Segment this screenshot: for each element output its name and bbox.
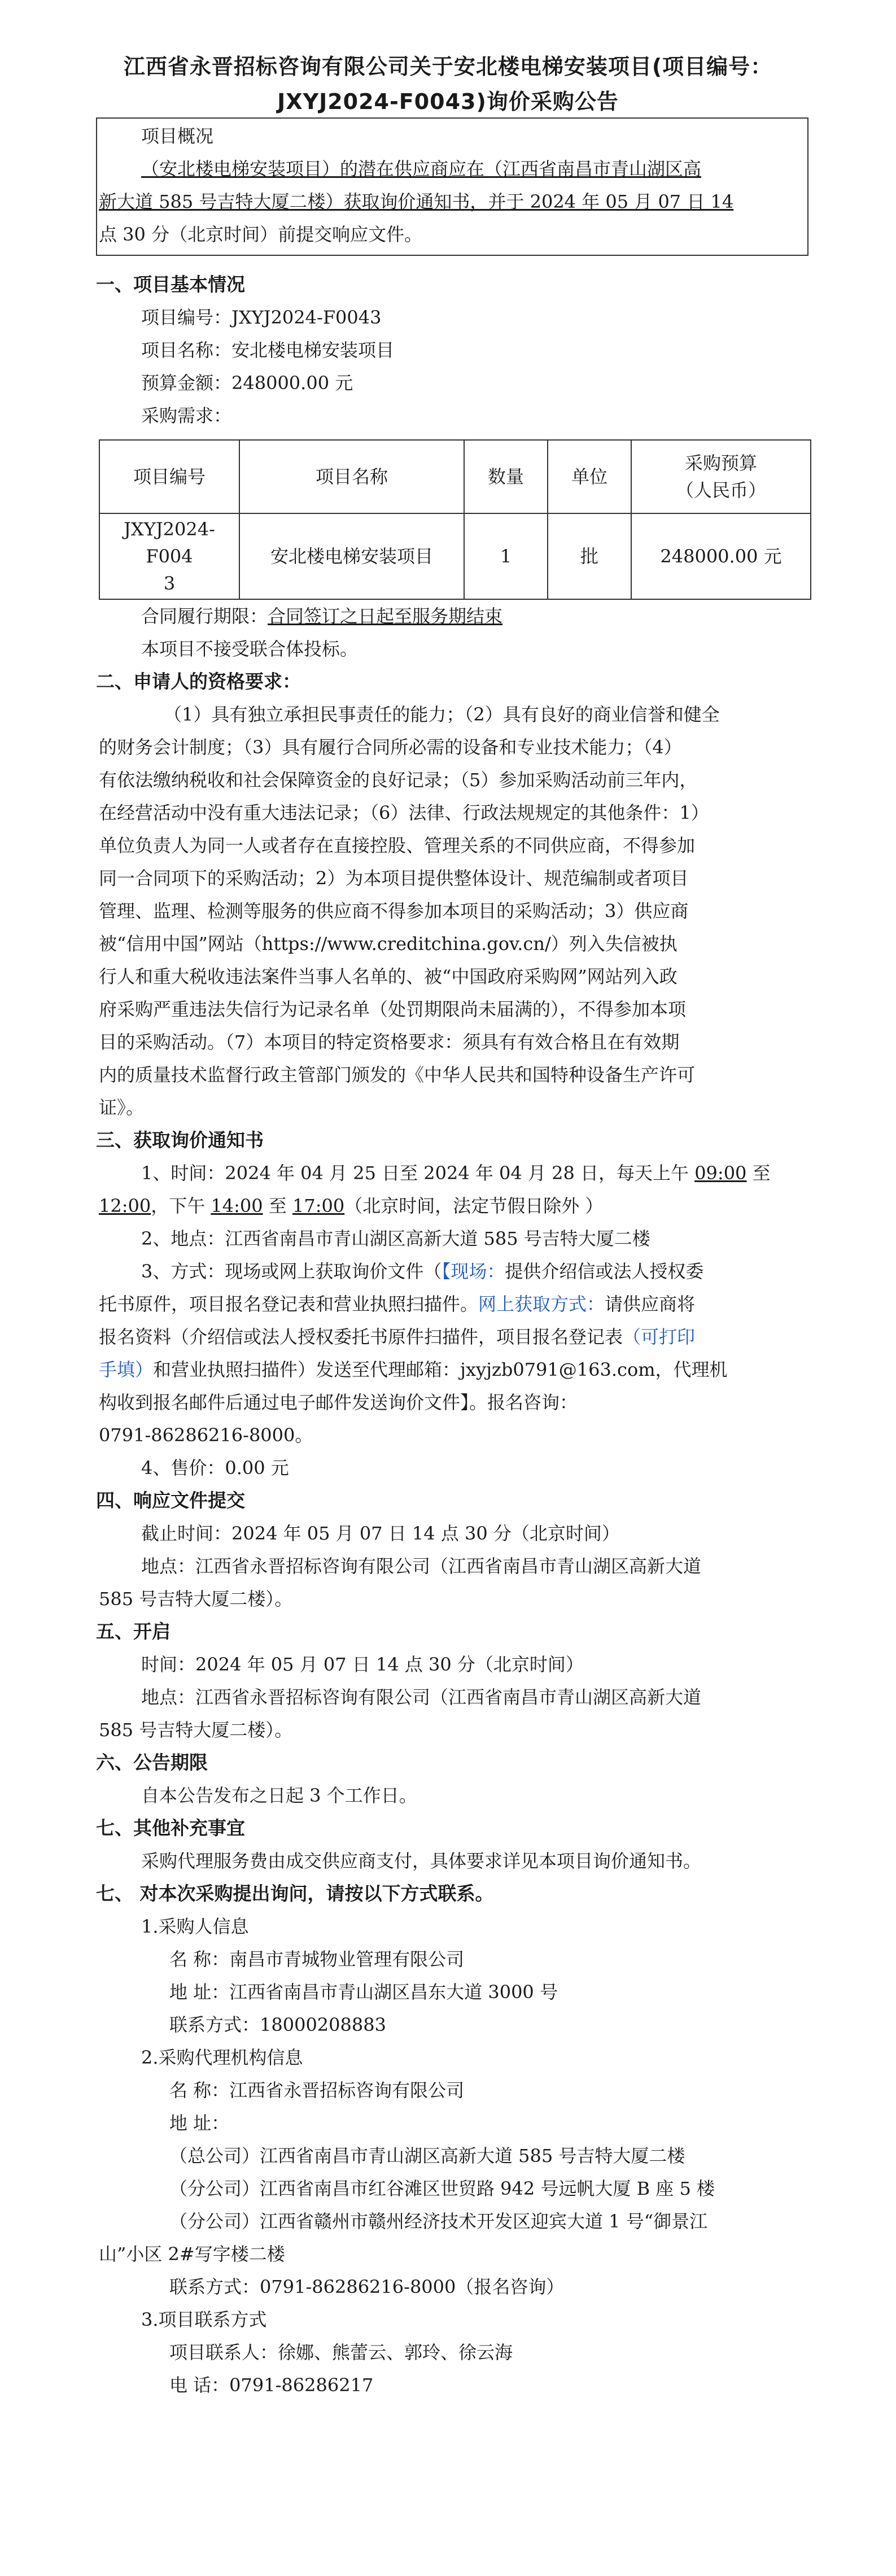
agency-name: 名 称：江西省永晋招标咨询有限公司 <box>169 2080 465 2101</box>
qualification-line: 目的采购活动。（7）本项目的特定资格要求：须具有有效合格且在有效期 <box>99 1031 680 1053</box>
cell-project-no <box>99 513 239 599</box>
agency-branch-2-address-line-1: （分公司）江西省赣州市赣州经济技术开发区迎宾大道 1 号“御景江 <box>169 2211 708 2232</box>
cell-project-no-b: 3 <box>163 573 176 594</box>
project-contact-phone: 电 话：0791-86286217 <box>169 2374 374 2396</box>
obtain-method-line-1 <box>141 1255 858 1288</box>
overview-line-3: 点 30 分（北京时间）前提交响应文件。 <box>99 224 423 245</box>
opening-place-line-1: 地点：江西省永晋招标咨询有限公司（江西省南昌市青山湖区高新大道 <box>141 1686 702 1708</box>
obtain-method-line-4 <box>99 1353 816 1386</box>
contract-period-value: 合同签订之日起至服务期结束 <box>268 605 503 627</box>
obtain-time-to-2: 至 <box>263 1195 292 1217</box>
qualification-line: （1）具有独立承担民事责任的能力；（2）具有良好的商业信誉和健全 <box>164 704 720 725</box>
budget-amount: 预算金额：248000.00 元 <box>141 372 353 394</box>
consortium-note: 本项目不接受联合体投标。 <box>141 638 359 660</box>
obtain-time-am-end: 12:00 <box>99 1195 151 1217</box>
obtain-method-text: 3、方式：现场或网上获取询价文件（ <box>141 1261 442 1282</box>
agency-branch-1-address: （分公司）江西省南昌市红谷滩区世贸路 942 号远帆大厦 B 座 5 楼 <box>169 2178 715 2199</box>
document-price: 4、售价：0.00 元 <box>141 1457 289 1479</box>
obtain-method-handwrite: 手填） <box>99 1359 154 1380</box>
qualification-line: 行人和重大税收违法案件当事人名单的、被“中国政府采购网”网站列入政 <box>99 966 678 987</box>
header-budget-line-2: （人民币） <box>675 480 766 501</box>
header-budget <box>631 440 811 513</box>
qualification-line: 被“信用中国”网站（https://www.creditchina.gov.cn/）列入失信被执 <box>99 933 678 954</box>
obtain-time-pm-end: 17:00 <box>292 1195 345 1217</box>
buyer-heading: 1.采购人信息 <box>141 1916 249 1937</box>
obtain-method-online-text: 请供应商将 <box>605 1293 696 1315</box>
qualification-line: 证》。 <box>99 1097 145 1118</box>
buyer-address: 地 址：江西省南昌市青山湖区昌东大道 3000 号 <box>169 1981 558 2003</box>
overview-line-1: （安北楼电梯安装项目）的潜在供应商应在（江西省南昌市青山湖区高 <box>141 158 702 180</box>
cell-project-no-a: JXYJ2024-F004 <box>124 518 215 567</box>
qualification-line: 的财务会计制度；（3）具有履行合同所必需的设备和专业技术能力；（4） <box>99 736 682 758</box>
supplementary-note: 采购代理服务费由成交供应商支付，具体要求详见本项目询价通知书。 <box>141 1850 702 1872</box>
section-2-heading: 二、申请人的资格要求： <box>96 670 301 692</box>
cell-budget: 248000.00 元 <box>631 513 811 599</box>
demand-label: 采购需求： <box>141 405 232 426</box>
project-name: 项目名称：安北楼电梯安装项目 <box>141 339 395 361</box>
header-project-name: 项目名称 <box>239 440 464 513</box>
buyer-contact: 联系方式：18000208883 <box>169 2014 386 2035</box>
header-quantity: 数量 <box>464 440 548 513</box>
header-budget-line-1: 采购预算 <box>684 452 757 474</box>
agency-address-label: 地 址： <box>169 2112 230 2134</box>
qualification-line: 府采购严重违法失信行为记录名单（处罚期限尚未届满的），不得参加本项 <box>99 999 687 1020</box>
obtain-time-pm-label: ，下午 <box>151 1195 211 1217</box>
section-3-heading: 三、获取询价通知书 <box>96 1129 264 1151</box>
obtain-time-am-start: 09:00 <box>694 1162 747 1184</box>
obtain-method-line-2-text: 托书原件，项目报名登记表和营业执照扫描件。 <box>99 1293 479 1315</box>
obtain-method-line-3-text: 报名资料（介绍信或法人授权委托书原件扫描件，项目报名登记表 <box>99 1326 623 1348</box>
title-line-1: 江西省永晋招标咨询有限公司关于安北楼电梯安装项目(项目编号： <box>123 54 773 79</box>
contract-period <box>141 600 858 633</box>
requirements-table <box>99 439 811 600</box>
header-unit: 单位 <box>548 440 631 513</box>
qualification-line: 有依法缴纳税收和社会保障资金的良好记录；（5）参加采购活动前三年内， <box>99 769 698 791</box>
opening-place-line-2: 585 号吉特大厦二楼）。 <box>99 1719 293 1741</box>
overview-line-2: 新大道 585 号吉特大厦二楼）获取询价通知书，并于 2024 年 05 月 07 日 14 <box>99 191 734 212</box>
obtain-time-line-1 <box>141 1157 858 1189</box>
opening-time: 时间：2024 年 05 月 07 日 14 点 30 分（北京时间） <box>141 1654 584 1675</box>
obtain-place: 2、地点：江西省南昌市青山湖区高新大道 585 号吉特大厦二楼 <box>141 1228 650 1249</box>
agency-heading: 2.采购代理机构信息 <box>141 2047 303 2068</box>
cell-quantity: 1 <box>464 513 548 599</box>
section-5-heading: 五、开启 <box>96 1620 171 1642</box>
contract-period-label: 合同履行期限： <box>141 605 268 627</box>
project-contact-heading: 3.项目联系方式 <box>141 2309 267 2330</box>
qualification-line: 内的质量技术监督行政主管部门颁发的《中华人民共和国特种设备生产许可 <box>99 1064 696 1086</box>
submission-deadline: 截止时间：2024 年 05 月 07 日 14 点 30 分（北京时间） <box>141 1523 620 1544</box>
project-contact-persons: 项目联系人：徐娜、熊蕾云、郭玲、徐云海 <box>169 2342 513 2363</box>
table-header-row <box>99 440 811 513</box>
obtain-method-online: 网上获取方式： <box>478 1293 605 1315</box>
section-8-heading: 七、 对本次采购提出询问，请按以下方式联系。 <box>96 1882 494 1904</box>
header-project-no: 项目编号 <box>99 440 239 513</box>
submission-place-line-1: 地点：江西省永晋招标咨询有限公司（江西省南昌市青山湖区高新大道 <box>141 1555 702 1577</box>
agency-contact: 联系方式：0791-86286216-8000（报名咨询） <box>169 2276 565 2298</box>
obtain-time-to: 至 <box>746 1162 771 1184</box>
agency-hq-address: （总公司）江西省南昌市青山湖区高新大道 585 号吉特大厦二楼 <box>169 2145 685 2167</box>
obtain-method-onsite-text: 提供介绍信或法人授权委 <box>505 1261 704 1282</box>
section-7-heading: 七、其他补充事宜 <box>96 1817 245 1839</box>
announcement-period: 自本公告发布之日起 3 个工作日。 <box>141 1785 417 1806</box>
submission-place-line-2: 585 号吉特大厦二楼）。 <box>99 1588 293 1610</box>
obtain-method-printable: （可打印 <box>623 1326 696 1348</box>
title-line-2: JXYJ2024-F0043)询价采购公告 <box>277 89 619 114</box>
obtain-method-line-2 <box>99 1288 816 1320</box>
obtain-method-line-3 <box>99 1320 816 1353</box>
obtain-time-note: （北京时间，法定节假日除外 ） <box>344 1195 604 1217</box>
obtain-time-line-2 <box>99 1189 816 1222</box>
obtain-method-line-6: 0791-86286216-8000。 <box>99 1424 313 1446</box>
obtain-method-email-text: 和营业执照扫描件）发送至代理邮箱：jxyjzb0791@163.com，代理机 <box>153 1359 728 1380</box>
qualification-line: 在经营活动中没有重大违法记录；（6）法律、行政法规规定的其他条件：1） <box>99 802 709 823</box>
obtain-time-pm-start: 14:00 <box>211 1195 263 1217</box>
section-4-heading: 四、响应文件提交 <box>96 1489 245 1511</box>
cell-project-name: 安北楼电梯安装项目 <box>239 513 464 599</box>
obtain-method-line-5: 构收到报名邮件后通过电子邮件发送询价文件】。报名咨询： <box>99 1392 578 1413</box>
table-row <box>99 513 811 599</box>
section-1-heading: 一、项目基本情况 <box>96 273 245 295</box>
cell-unit: 批 <box>548 513 631 599</box>
agency-branch-2-address-line-2: 山”小区 2#写字楼二楼 <box>99 2243 285 2265</box>
qualification-line: 管理、监理、检测等服务的供应商不得参加本项目的采购活动；3）供应商 <box>99 900 689 922</box>
section-6-heading: 六、公告期限 <box>96 1751 208 1773</box>
qualification-line: 同一合同项下的采购活动；2）为本项目提供整体设计、规范编制或者项目 <box>99 868 689 889</box>
qualification-line: 单位负责人为同一人或者存在直接控股、管理关系的不同供应商，不得参加 <box>99 835 696 856</box>
obtain-method-onsite: 【现场： <box>442 1261 505 1282</box>
project-number: 项目编号：JXYJ2024-F0043 <box>141 307 382 328</box>
overview-heading: 项目概况 <box>141 125 214 147</box>
obtain-time-text: 1、时间：2024 年 04 月 25 日至 2024 年 04 月 28 日，每天上午 <box>141 1162 695 1184</box>
buyer-name: 名 称：南昌市青城物业管理有限公司 <box>169 1949 465 1970</box>
